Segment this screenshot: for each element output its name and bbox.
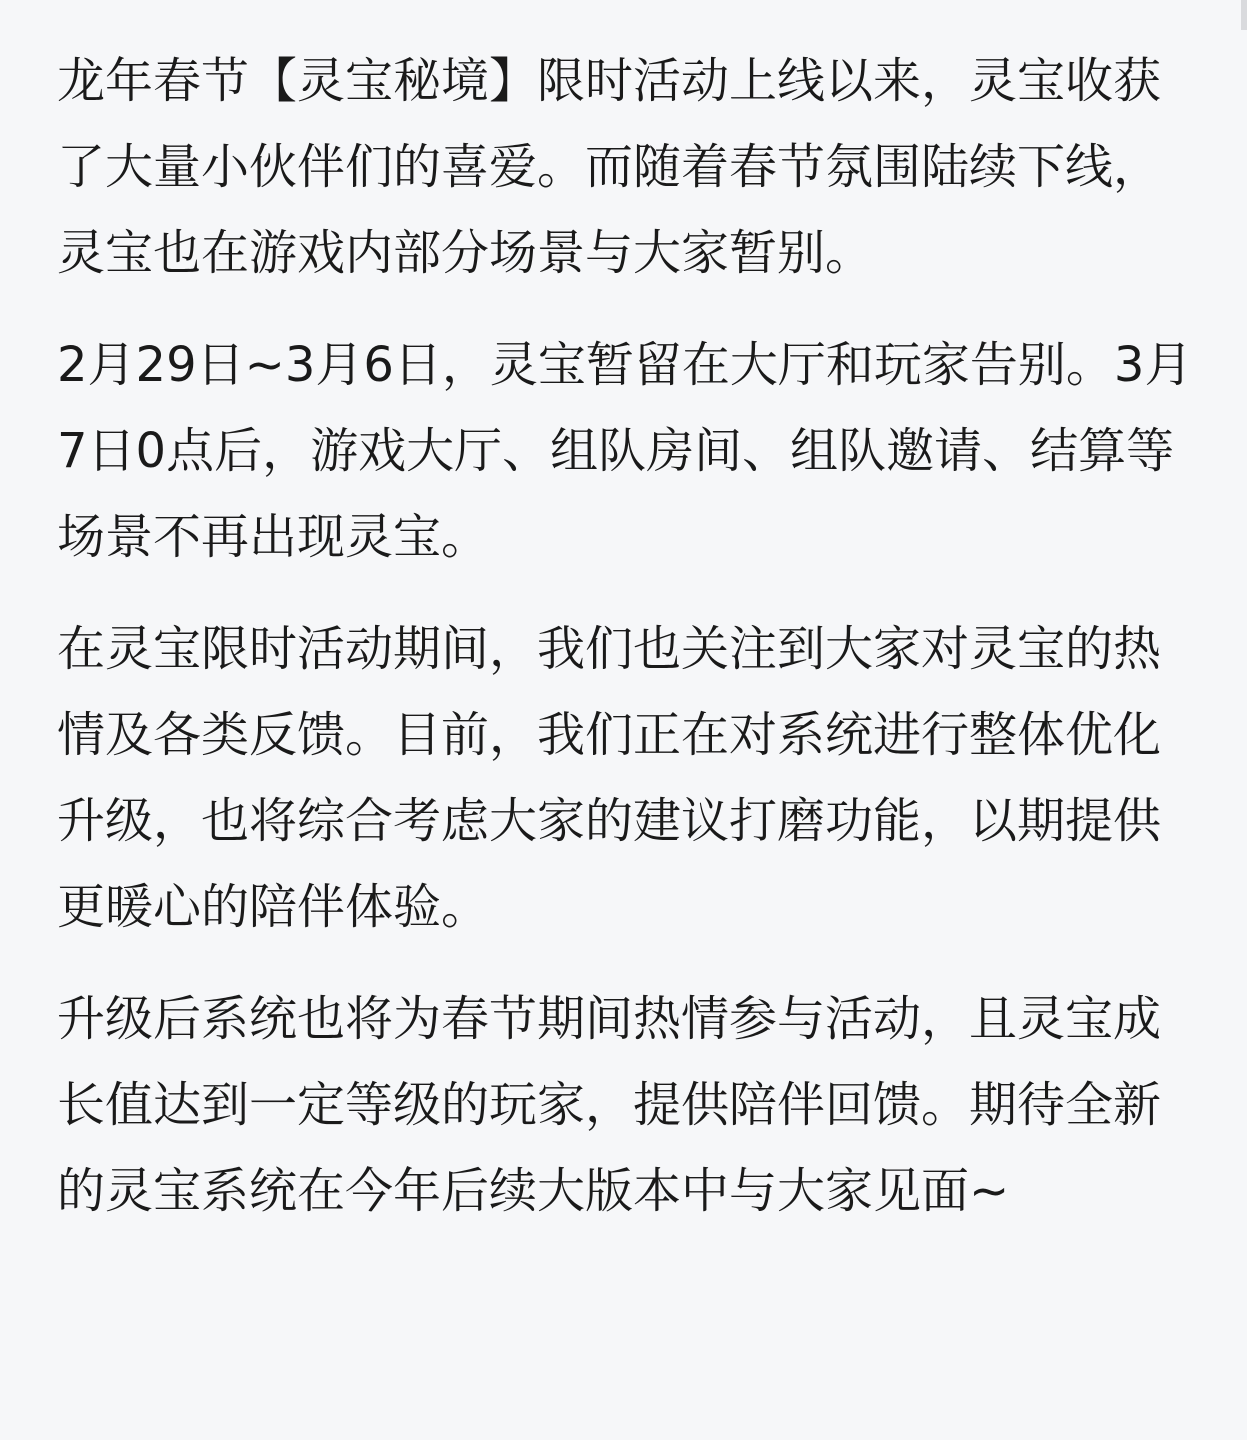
- paragraph-reward: 升级后系统也将为春节期间热情参与活动，且灵宝成长值达到一定等级的玩家，提供陪伴回馈。期待全新的灵宝系统在今年后续大版本中与大家见面~: [57, 991, 1162, 1219]
- paragraph-schedule: 2月29日~3月6日，灵宝暂留在大厅和玩家告别。3月7日0点后，游戏大厅、组队房间、组队邀请、结算等场景不再出现灵宝。: [57, 337, 1193, 565]
- announcement-article: [57, 38, 1207, 1234]
- paragraph-feedback: 在灵宝限时活动期间，我们也关注到大家对灵宝的热情及各类反馈。目前，我们正在对系统进行整体优化升级，也将综合考虑大家的建议打磨功能，以期提供更暖心的陪伴体验。: [57, 621, 1162, 935]
- paragraph-intro: 龙年春节【灵宝秘境】限时活动上线以来，灵宝收获了大量小伙伴们的喜爱。而随着春节氛围陆续下线，灵宝也在游戏内部分场景与大家暂别。: [57, 53, 1162, 281]
- scroll-edge-mark: [1241, 0, 1247, 30]
